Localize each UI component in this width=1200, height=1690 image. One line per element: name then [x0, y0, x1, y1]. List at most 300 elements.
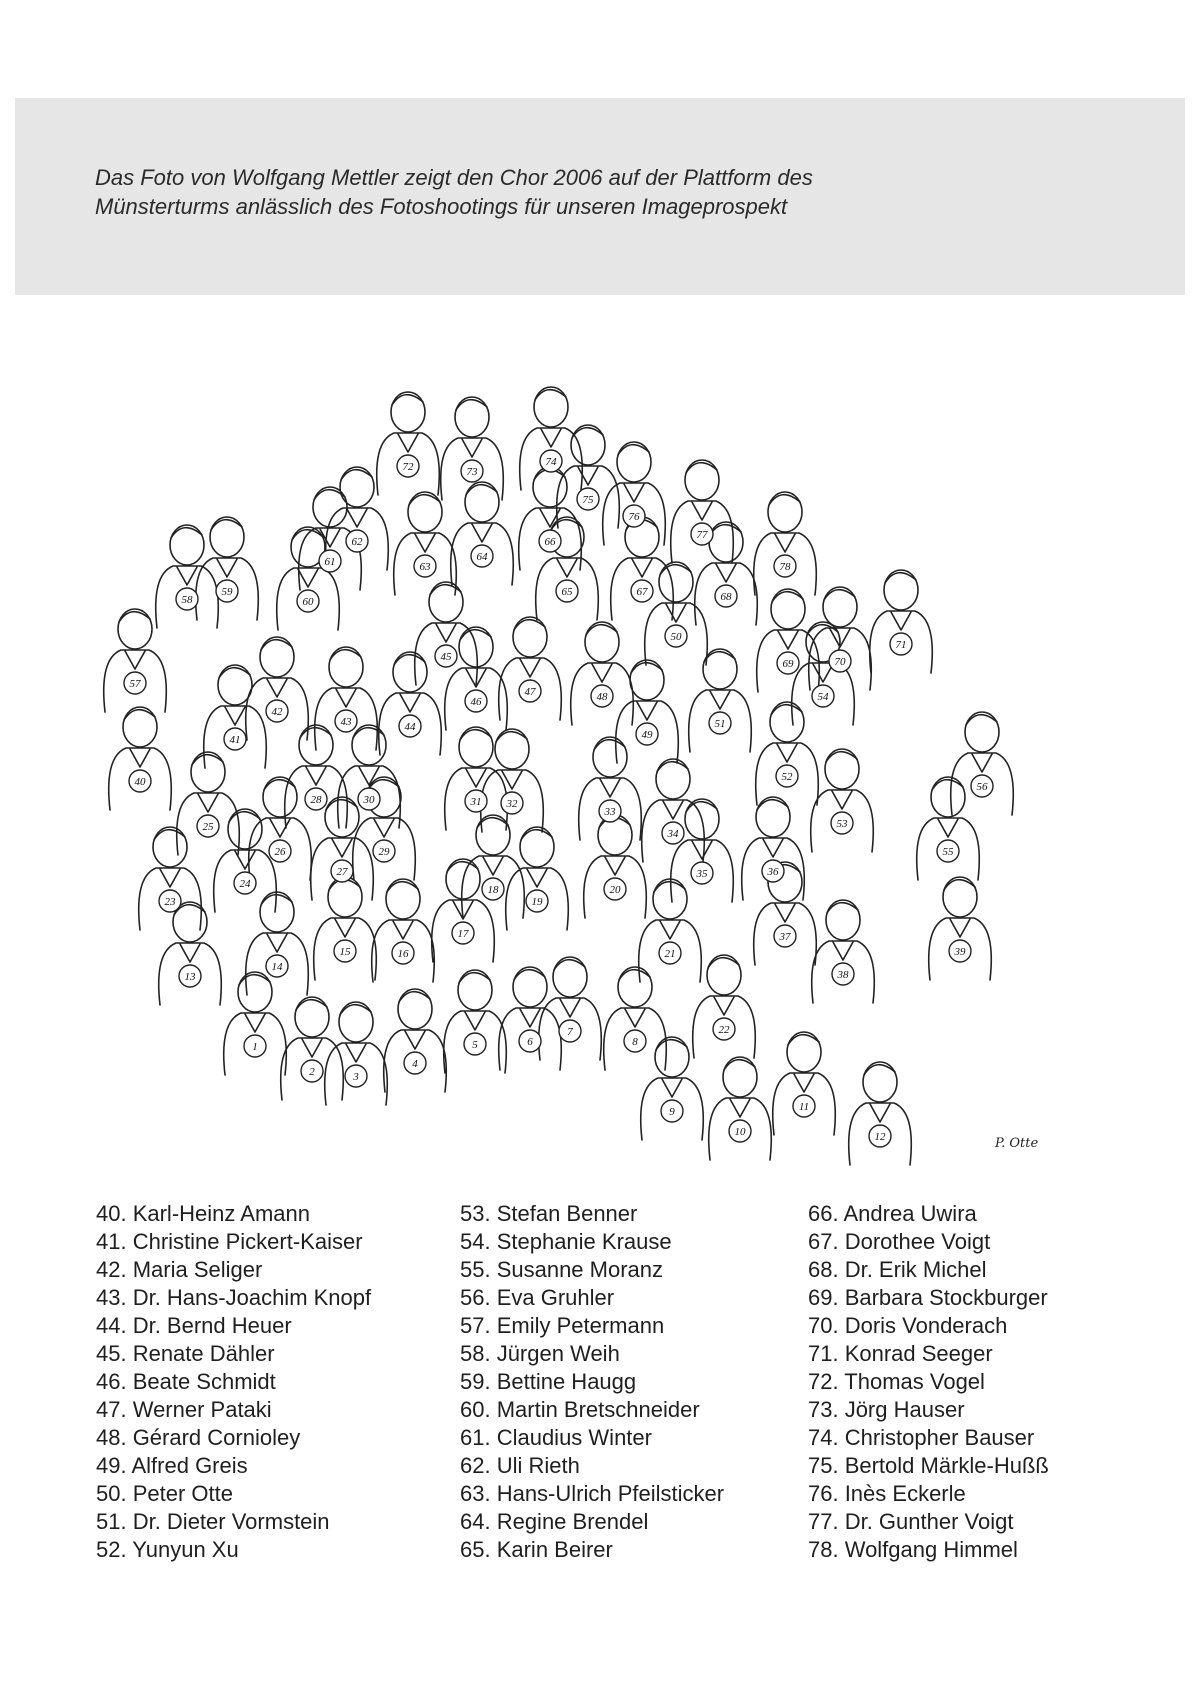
figure-number: 52: [781, 771, 793, 783]
choir-member-figure: [159, 902, 222, 1005]
choir-member-figure: [377, 392, 440, 495]
collar-outline: [270, 819, 290, 837]
figure-number: 78: [779, 561, 791, 573]
collar-outline: [710, 691, 730, 709]
figure-number: 11: [798, 1101, 810, 1113]
figure-number: 56: [976, 781, 988, 793]
collar-outline: [405, 1031, 425, 1049]
head-outline: [398, 989, 432, 1029]
legend-entry: 53. Stefan Benner: [460, 1201, 638, 1226]
legend-entry: 59. Bettine Haugg: [460, 1369, 637, 1394]
figure-number: 44: [404, 721, 416, 733]
figure-drawings: [104, 387, 1014, 1165]
figure-number: 72: [402, 461, 414, 473]
figure-number: 39: [954, 946, 966, 958]
legend-entry: 56. Eva Gruhler: [460, 1285, 615, 1310]
choir-member-figure: [571, 622, 634, 725]
legend-list-2: [460, 1200, 724, 1564]
photo-caption: [95, 163, 1095, 221]
legend-column-3: [808, 1200, 1049, 1564]
head-outline: [191, 752, 225, 792]
figure-number: 33: [604, 806, 616, 818]
head-outline: [618, 967, 652, 1007]
head-outline: [703, 649, 737, 689]
figure-number: 66: [544, 536, 556, 548]
collar-outline: [714, 997, 734, 1015]
choir-sketch-svg: [90, 335, 1080, 1175]
choir-member-figure: [557, 425, 620, 528]
figure-number: 57: [129, 678, 141, 690]
collar-outline: [306, 767, 326, 785]
choir-member-figure: [520, 387, 583, 490]
figure-number: 18: [487, 884, 499, 896]
head-outline: [465, 482, 499, 522]
collar-outline: [398, 434, 418, 452]
legend-entry: 60. Martin Bretschneider: [460, 1397, 700, 1422]
choir-member-figure: [773, 1032, 836, 1135]
head-outline: [408, 492, 442, 532]
figure-number: 31: [470, 796, 482, 808]
legend-entry: 58. Jürgen Weih: [460, 1341, 620, 1366]
figure-number: 38: [837, 969, 849, 981]
head-outline: [495, 729, 529, 769]
choir-member-figure: [109, 707, 172, 810]
choir-member-figure: [604, 967, 667, 1070]
choir-member-figure: [870, 570, 933, 673]
collar-outline: [560, 999, 580, 1017]
collar-outline: [775, 534, 795, 552]
legend-entry: 62. Uli Rieth: [460, 1453, 580, 1478]
collar-outline: [160, 869, 180, 887]
collar-outline: [832, 791, 852, 809]
figure-number: 23: [164, 896, 176, 908]
choir-member-figure: [579, 737, 642, 840]
collar-outline: [794, 1074, 814, 1092]
collar-outline: [777, 744, 797, 762]
choir-member-figure: [415, 582, 478, 685]
head-outline: [884, 570, 918, 610]
figure-number: 70: [834, 656, 846, 668]
head-outline: [585, 622, 619, 662]
choir-member-figure: [156, 525, 219, 628]
figure-number: 48: [596, 691, 608, 703]
figure-number: 37: [779, 931, 791, 943]
collar-outline: [891, 612, 911, 630]
choir-member-figure: [811, 749, 874, 852]
choir-member-figure: [709, 1057, 772, 1160]
legend-entry: 41. Christine Pickert-Kaiser: [96, 1229, 363, 1254]
choir-member-figure: [325, 1002, 388, 1105]
figure-number: 19: [531, 896, 543, 908]
legend-entry: 50. Peter Otte: [96, 1481, 233, 1506]
head-outline: [707, 955, 741, 995]
collar-outline: [663, 801, 683, 819]
collar-outline: [660, 921, 680, 939]
figure-number: 59: [221, 586, 233, 598]
choir-member-figure: [246, 637, 309, 740]
head-outline: [210, 517, 244, 557]
choir-member-figure: [444, 970, 507, 1073]
choir-member-figure: [754, 492, 817, 595]
legend-entry: 48. Gérard Cornioley: [96, 1425, 301, 1450]
head-outline: [756, 797, 790, 837]
legend-entry: 43. Dr. Hans-Joachim Knopf: [96, 1285, 372, 1310]
legend-entry: 71. Konrad Seeger: [808, 1341, 993, 1366]
head-outline: [520, 827, 554, 867]
collar-outline: [347, 509, 367, 527]
head-outline: [823, 587, 857, 627]
choir-member-figure: [249, 777, 312, 880]
legend-entry: 67. Dorothee Voigt: [808, 1229, 991, 1254]
head-outline: [655, 1037, 689, 1077]
head-outline: [339, 1002, 373, 1042]
head-outline: [386, 879, 420, 919]
figure-number: 47: [524, 686, 536, 698]
legend-entry: 68. Dr. Erik Michel: [808, 1257, 987, 1282]
figure-number: 2: [309, 1066, 315, 1078]
figure-number: 74: [545, 456, 557, 468]
choir-member-figure: [451, 482, 514, 585]
collar-outline: [592, 664, 612, 682]
head-outline: [863, 1062, 897, 1102]
legend-entry: 52. Yunyun Xu: [96, 1537, 239, 1562]
legend-entry: 45. Renate Dähler: [96, 1341, 275, 1366]
figure-number: 34: [667, 828, 679, 840]
legend-entry: 40. Karl-Heinz Amann: [96, 1201, 310, 1226]
figure-number: 71: [895, 639, 907, 651]
figure-number: 49: [641, 729, 653, 741]
legend-entry: 57. Emily Petermann: [460, 1313, 665, 1338]
head-outline: [825, 749, 859, 789]
figure-number: 13: [184, 971, 196, 983]
figure-number: 28: [310, 794, 322, 806]
figure-number: 30: [363, 794, 375, 806]
collar-outline: [833, 942, 853, 960]
head-outline: [533, 467, 567, 507]
figure-number: 58: [181, 594, 193, 606]
legend-entry: 51. Dr. Dieter Vormstein: [96, 1509, 330, 1534]
choir-member-figure: [224, 972, 287, 1075]
head-outline: [328, 877, 362, 917]
figure-number: 55: [942, 846, 954, 858]
figure-number: 17: [457, 928, 469, 940]
head-outline: [931, 777, 965, 817]
choir-member-figure: [603, 442, 666, 545]
collar-outline: [692, 841, 712, 859]
collar-outline: [557, 559, 577, 577]
figure-number: 4: [412, 1058, 418, 1070]
choir-member-figure: [584, 815, 647, 918]
choir-member-figure: [311, 797, 374, 900]
choir-member-figure: [756, 702, 819, 805]
choir-member-figure: [277, 527, 340, 630]
choir-sketch: [90, 335, 1080, 1175]
figure-number: 77: [696, 529, 708, 541]
figure-number: 20: [609, 884, 621, 896]
collar-outline: [177, 567, 197, 585]
choir-member-figure: [384, 989, 447, 1092]
collar-outline: [125, 651, 145, 669]
legend-entry: 46. Beate Schmidt: [96, 1369, 276, 1394]
legend-column-1: [96, 1200, 371, 1564]
figure-number: 61: [324, 556, 336, 568]
figure-number: 42: [271, 706, 283, 718]
head-outline: [352, 725, 386, 765]
choir-member-figure: [742, 797, 805, 900]
collar-outline: [666, 604, 686, 622]
figure-number: 68: [720, 591, 732, 603]
choir-member-figure: [499, 617, 562, 720]
choir-member-figure: [917, 777, 980, 880]
head-outline: [534, 387, 568, 427]
head-outline: [391, 392, 425, 432]
figure-number: 36: [767, 866, 779, 878]
choir-member-figure: [754, 862, 817, 965]
head-outline: [260, 637, 294, 677]
legend-entry: 47. Werner Pataki: [96, 1397, 272, 1422]
head-outline: [393, 652, 427, 692]
figure-number: 9: [669, 1106, 675, 1118]
choir-member-figure: [671, 799, 734, 902]
collar-outline: [180, 944, 200, 962]
caption-line-1: Das Foto von Wolfgang Mettler zeigt den Chor 2006 auf der Plattform des: [95, 165, 813, 190]
figure-number: 63: [419, 561, 431, 573]
head-outline: [329, 647, 363, 687]
collar-outline: [692, 502, 712, 520]
head-outline: [659, 562, 693, 602]
figure-number: 29: [378, 846, 390, 858]
figure-number: 8: [632, 1036, 638, 1048]
choir-member-figure: [812, 900, 875, 1003]
legend-entry: 63. Hans-Ulrich Pfeilsticker: [460, 1481, 725, 1506]
figure-number: 14: [271, 961, 283, 973]
choir-member-figure: [246, 892, 309, 995]
collar-outline: [600, 779, 620, 797]
head-outline: [429, 582, 463, 622]
choir-member-figure: [499, 967, 562, 1070]
collar-outline: [520, 659, 540, 677]
collar-outline: [436, 624, 456, 642]
head-outline: [263, 777, 297, 817]
figure-number: 76: [628, 511, 640, 523]
choir-member-figure: [462, 815, 525, 918]
legend-entry: 73. Jörg Hauser: [808, 1397, 965, 1422]
collar-outline: [298, 569, 318, 587]
head-outline: [709, 522, 743, 562]
choir-member-figure: [441, 397, 504, 500]
collar-outline: [938, 819, 958, 837]
legend-column-2: [460, 1200, 724, 1564]
caption-box: [15, 98, 1185, 295]
figure-number: 67: [636, 586, 648, 598]
head-outline: [458, 970, 492, 1010]
collar-outline: [763, 839, 783, 857]
head-outline: [218, 665, 252, 705]
choir-member-figure: [645, 562, 708, 665]
collar-outline: [625, 1009, 645, 1027]
collar-outline: [465, 1012, 485, 1030]
collar-outline: [624, 484, 644, 502]
legend-entry: 78. Wolfgang Himmel: [808, 1537, 1018, 1562]
head-outline: [965, 712, 999, 752]
figure-number: 27: [336, 866, 348, 878]
legend-entry: 64. Regine Brendel: [460, 1509, 649, 1534]
head-outline: [685, 460, 719, 500]
head-outline: [325, 797, 359, 837]
collar-outline: [472, 524, 492, 542]
collar-outline: [775, 904, 795, 922]
collar-outline: [346, 1044, 366, 1062]
collar-outline: [302, 1039, 322, 1057]
figure-number: 62: [351, 536, 363, 548]
collar-outline: [335, 919, 355, 937]
choir-member-figure: [757, 589, 820, 692]
head-outline: [153, 827, 187, 867]
collar-outline: [950, 919, 970, 937]
choir-member-figure: [314, 877, 377, 980]
legend-entry: 55. Susanne Moranz: [460, 1257, 664, 1282]
collar-outline: [483, 857, 503, 875]
legend-entry: 66. Andrea Uwira: [808, 1201, 977, 1226]
head-outline: [123, 707, 157, 747]
head-outline: [260, 892, 294, 932]
choir-member-figure: [372, 879, 435, 982]
collar-outline: [716, 564, 736, 582]
legend-entry: 76. Inès Eckerle: [808, 1481, 966, 1506]
collar-outline: [332, 839, 352, 857]
choir-member-figure: [671, 460, 734, 563]
choir-member-figure: [689, 649, 752, 752]
head-outline: [656, 759, 690, 799]
collar-outline: [972, 754, 992, 772]
head-outline: [238, 972, 272, 1012]
legend-entry: 72. Thomas Vogel: [808, 1369, 985, 1394]
collar-outline: [520, 1009, 540, 1027]
choir-member-figure: [139, 827, 202, 930]
collar-outline: [541, 429, 561, 447]
head-outline: [455, 397, 489, 437]
head-outline: [295, 997, 329, 1037]
collar-outline: [870, 1104, 890, 1122]
head-outline: [459, 727, 493, 767]
collar-outline: [778, 631, 798, 649]
legend-entry: 61. Claudius Winter: [460, 1425, 652, 1450]
choir-member-figure: [506, 827, 569, 930]
figure-number: 73: [466, 466, 478, 478]
head-outline: [826, 900, 860, 940]
collar-outline: [198, 794, 218, 812]
figure-number: 50: [670, 631, 682, 643]
legend-entry: 44. Dr. Bernd Heuer: [96, 1313, 292, 1338]
legend-entry: 69. Barbara Stockburger: [808, 1285, 1048, 1310]
head-outline: [228, 809, 262, 849]
figure-number: 64: [476, 551, 488, 563]
collar-outline: [130, 749, 150, 767]
legend-entry: 49. Alfred Greis: [96, 1453, 248, 1478]
figure-number: 12: [874, 1131, 886, 1143]
figure-number: 53: [836, 818, 848, 830]
head-outline: [170, 525, 204, 565]
figure-number: 35: [696, 868, 708, 880]
figure-number: 54: [817, 691, 829, 703]
figure-number: 10: [734, 1126, 746, 1138]
head-outline: [513, 967, 547, 1007]
collar-outline: [527, 869, 547, 887]
legend-entry: 70. Doris Vonderach: [808, 1313, 1008, 1338]
figure-number: 41: [229, 734, 241, 746]
choir-member-figure: [951, 712, 1014, 815]
figure-number: 3: [353, 1071, 359, 1083]
figure-number: 46: [470, 696, 482, 708]
legend-entry: 74. Christopher Bauser: [808, 1425, 1035, 1450]
collar-outline: [632, 559, 652, 577]
figure-number: 45: [440, 651, 452, 663]
figure-number: 6: [527, 1036, 533, 1048]
collar-outline: [415, 534, 435, 552]
head-outline: [571, 425, 605, 465]
figure-number: 43: [340, 716, 352, 728]
head-outline: [787, 1032, 821, 1072]
collar-outline: [393, 921, 413, 939]
figure-number: 22: [718, 1024, 730, 1036]
head-outline: [513, 617, 547, 657]
choir-member-figure: [394, 492, 457, 595]
figure-number: 1: [252, 1041, 258, 1053]
figure-number: 51: [714, 718, 726, 730]
legend-entry: 42. Maria Seliger: [96, 1257, 263, 1282]
figure-number: 7: [567, 1026, 573, 1038]
figure-number: 24: [239, 878, 251, 890]
head-outline: [617, 442, 651, 482]
collar-outline: [605, 857, 625, 875]
collar-outline: [662, 1079, 682, 1097]
figure-number: 32: [506, 798, 518, 810]
choir-member-figure: [693, 955, 756, 1058]
head-outline: [943, 877, 977, 917]
head-outline: [771, 589, 805, 629]
figure-number: 26: [274, 846, 286, 858]
collar-outline: [730, 1099, 750, 1117]
figure-number: 16: [397, 948, 409, 960]
collar-outline: [225, 707, 245, 725]
collar-outline: [267, 679, 287, 697]
legend-entry: 75. Bertold Märkle-Hußß: [808, 1453, 1049, 1478]
collar-outline: [374, 819, 394, 837]
artist-signature: P. Otte: [995, 1136, 1039, 1151]
choir-member-figure: [379, 652, 442, 755]
head-outline: [770, 702, 804, 742]
head-outline: [553, 957, 587, 997]
figure-number: 21: [664, 948, 676, 960]
figure-number: 15: [339, 946, 351, 958]
choir-member-figure: [849, 1062, 912, 1165]
collar-outline: [466, 769, 486, 787]
legend-entry: 54. Stephanie Krause: [460, 1229, 672, 1254]
head-outline: [340, 467, 374, 507]
choir-member-figure: [445, 727, 508, 830]
figure-number: 60: [302, 596, 314, 608]
figure-number: 69: [782, 658, 794, 670]
collar-outline: [336, 689, 356, 707]
legend-entry: 77. Dr. Gunther Voigt: [808, 1509, 1014, 1534]
figure-number: 40: [134, 776, 146, 788]
collar-outline: [400, 694, 420, 712]
collar-outline: [217, 559, 237, 577]
head-outline: [630, 660, 664, 700]
figure-number: 5: [472, 1039, 478, 1051]
choir-member-figure: [539, 957, 602, 1060]
choir-member-figure: [481, 729, 544, 832]
